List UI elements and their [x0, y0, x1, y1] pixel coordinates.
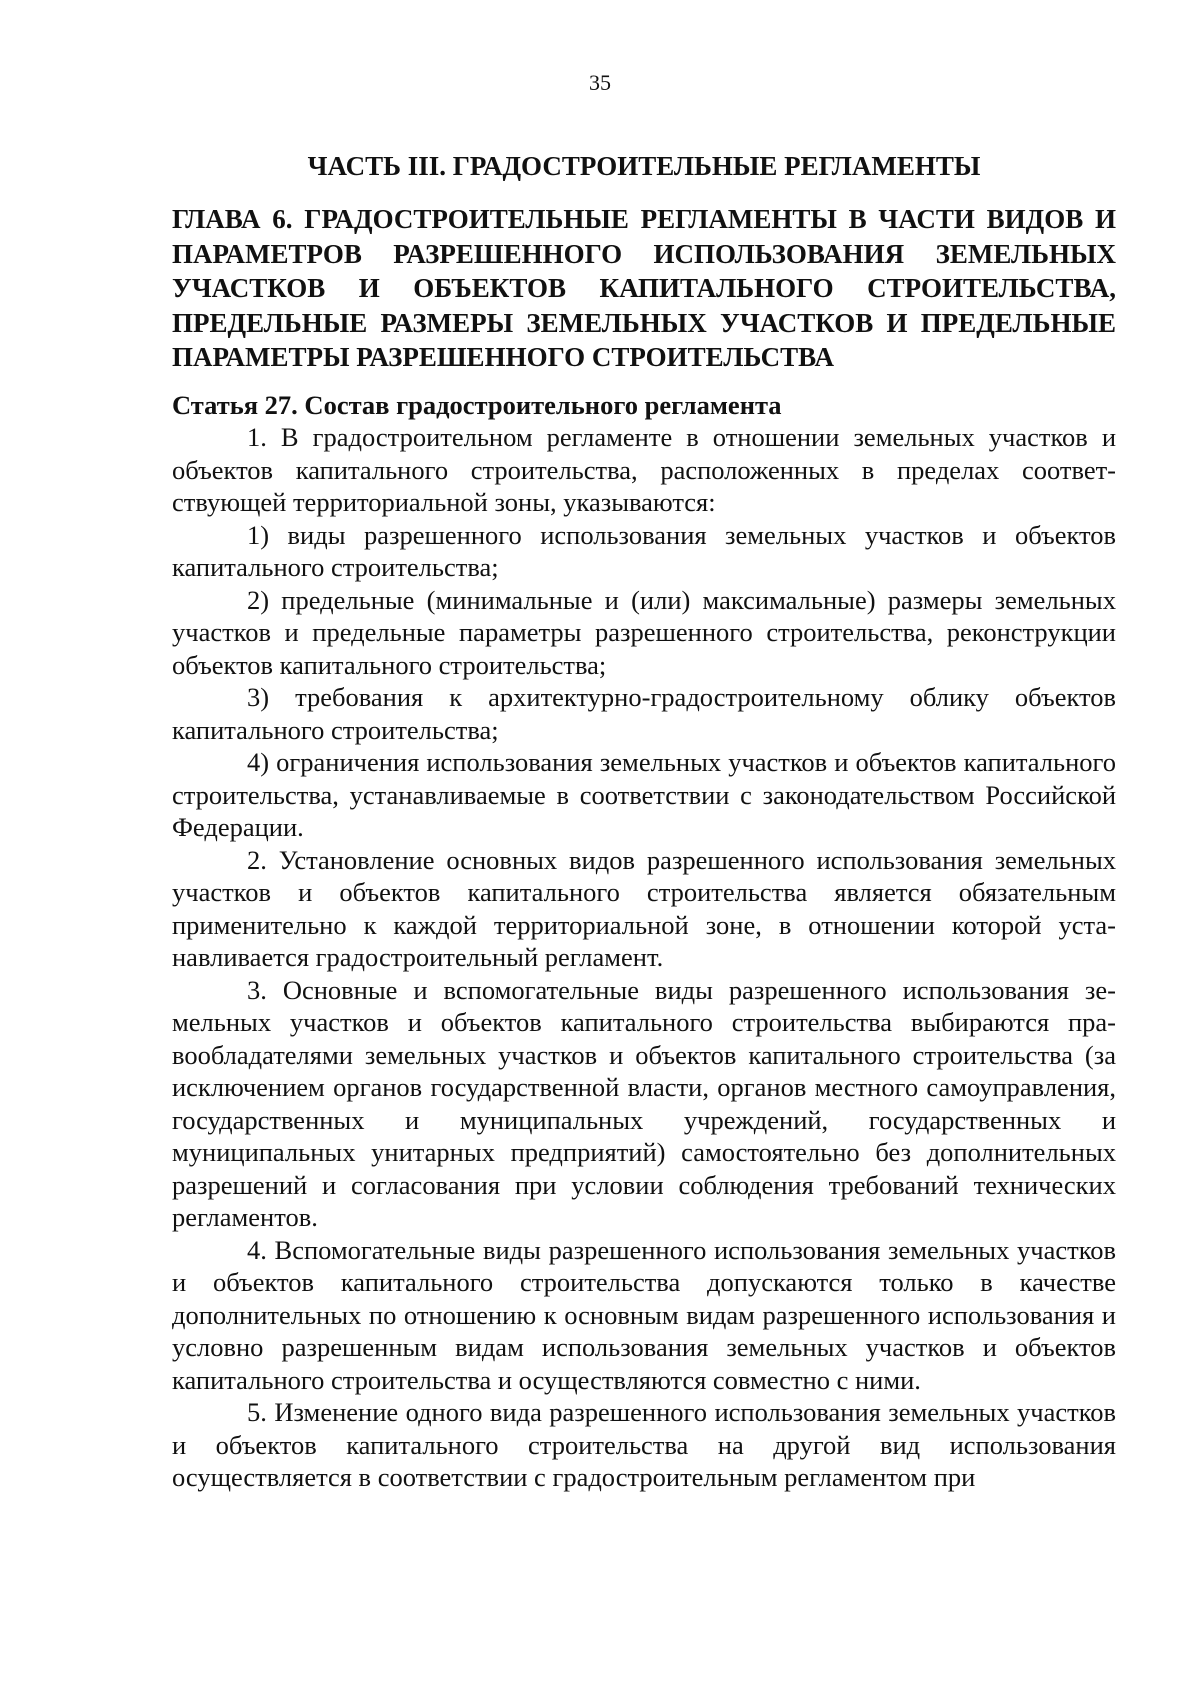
- chapter-title: ГЛАВА 6. ГРАДОСТРОИТЕЛЬНЫЕ РЕГЛАМЕНТЫ В ЧАСТИ ВИДОВ И ПАРАМЕТРОВ РАЗРЕШЕННОГО ИСПОЛЬЗОВАНИЯ ЗЕМЕЛЬНЫХ УЧАСТКОВ И ОБЪЕКТОВ КАПИТАЛЬНОГО СТРОИТЕЛЬСТВА, ПРЕДЕЛЬНЫЕ РАЗМЕРЫ ЗЕМЕЛЬНЫХ УЧАСТКОВ И ПРЕДЕЛЬНЫЕ ПАРАМЕТРЫ РАЗРЕШЕННОГО СТРОИТЕЛЬСТВА: [172, 204, 1116, 372]
- paragraph: 2) предельные (минимальные и (или) максимальные) размеры земельных участков и предельные параметры разрешенного строительства, реконструкции объектов капитального строительства;: [172, 584, 1116, 680]
- paragraph: 5. Изменение одного вида разрешенного использования земельных участков и объектов капитального строительства на другой вид использования осуществляется в соответствии с градостроительным регламентом при: [172, 1397, 1116, 1492]
- paragraph: 2. Установление основных видов разрешенного использования земельных участков и объектов капитального строительства является обязательным применительно к каждой территориальной зоне, в отношении которой устанавливается градостроительный регламент.: [172, 844, 1116, 972]
- paragraph: 3) требования к архитектурно-градостроительному облику объектов капитального строительства;: [172, 682, 1116, 745]
- paragraph: 1) виды разрешенного использования земельных участков и объектов капитального строительства;: [172, 519, 1116, 582]
- article-title: Статья 27. Состав градостроительного регламента: [172, 389, 782, 420]
- paragraph: 4) ограничения использования земельных участков и объектов капитального строительства, устанавливаемые в соответствии с законодательством Российской Федерации.: [172, 747, 1116, 842]
- paragraph: 3. Основные и вспомогательные виды разрешенного использования земельных участков и объектов капитального строительства выбираются правообладателями земельных участков и объектов капитального строительства (за исключением органов государственной власти, органов местного самоуправления, государственных и муниципальных учреждений, государственных и муниципальных унитарных предприятий) самостоятельно без дополнительных разрешений и согласования при условии соблюдения требований технических регламентов.: [172, 974, 1116, 1232]
- document-body: [172, 148, 1116, 1494]
- page-number: 35: [589, 70, 611, 95]
- part-title: ЧАСТЬ III. ГРАДОСТРОИТЕЛЬНЫЕ РЕГЛАМЕНТЫ: [307, 151, 981, 181]
- paragraph: 1. В градостроительном регламенте в отношении земельных участков и объектов капитального строительства, расположенных в пределах соответствующей территориальной зоны, указываются:: [172, 422, 1116, 517]
- paragraph: 4. Вспомогательные виды разрешенного использования земельных участков и объектов капитального строительства допускаются только в качестве дополнительных по отношению к основным видам разрешенного использования и условно разрешенным видам использования земельных участков и объектов капитального строительства и осуществляются совместно с ними.: [172, 1234, 1116, 1395]
